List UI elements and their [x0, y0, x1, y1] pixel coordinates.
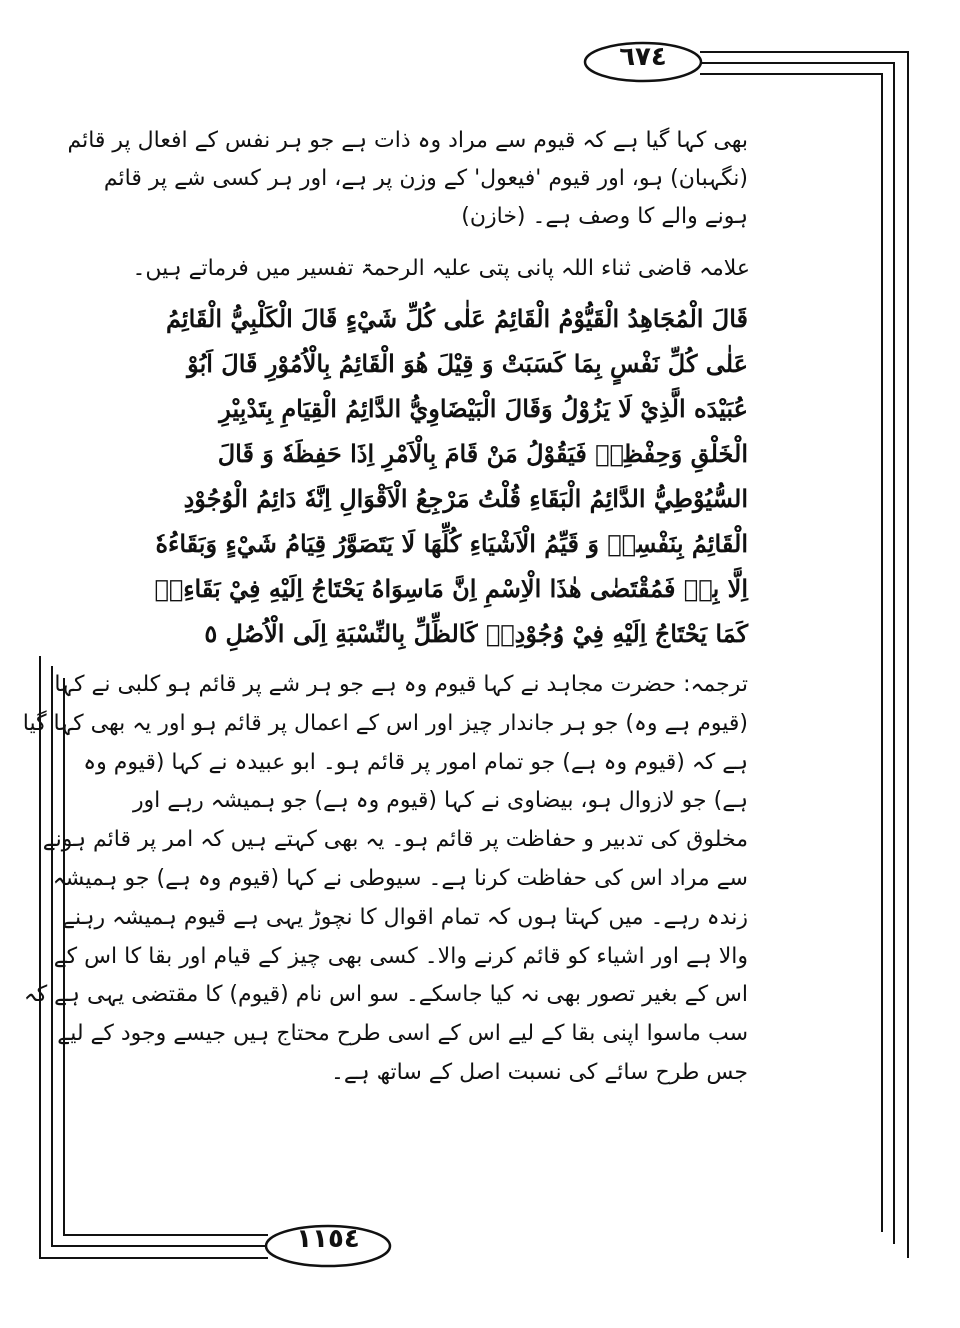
translation-line: سے مراد اس کی حفاظت کرنا ہے۔ سیوطی نے کہا (قیوم وہ ہے) جو ہمیشہ — [52, 865, 748, 891]
text-line: (نگہبان) ہو، اور قیوم 'فیعول' کے وزن پر ہے، اور ہر کسی شے پر قائم — [103, 166, 748, 191]
translation-line: (قیوم ہے وہ) جو ہر جاندار چیز اور اس کے اعمال پر قائم ہو اور یہ بھی کہا گیا — [22, 710, 748, 736]
translation-line: زندہ رہے۔ میں کہتا ہوں کہ تمام اقوال کا نچوڑ یہی ہے قیوم ہمیشہ رہنے — [62, 904, 748, 930]
translation-line: مخلوق کی تدبیر و حفاظت پر قائم ہو۔ یہ بھی کہتے ہیں کہ امر پر قائم ہونے — [42, 827, 748, 853]
translation-line: سب ماسوا اپنی بقا کے لیے اس کے اسی طرح محتاج ہیں جیسے وجود کے لیے — [57, 1021, 748, 1047]
text-line: بھی کہا گیا ہے کہ قیوم سے مراد وہ ذات ہے جو ہر نفس کے افعال پر قائم — [67, 128, 748, 153]
arabic-line: عَلٰى كُلِّ نَفْسٍ بِمَا كَسَبَتْ وَ قِيْلَ هُوَ الْقَائِمُ بِالْاُمُوْرِ قَالَ اَبُوْ — [187, 349, 748, 378]
arabic-line: الْخَلْقِ وَحِفْظِهٖ فَيَقُوْلُ مَنْ قَامَ بِالْاَمْرِ اِذَا حَفِظَهٗ وَ قَالَ — [217, 439, 748, 468]
arabic-line: السُّيُوْطِيُّ الدَّائِمُ الْبَقَاءِ قُلْتُ مَرْجِعُ الْاَقْوَالِ اِنَّهٗ دَائِمُ الْوُجُوْدِ — [183, 484, 748, 513]
translation-line: اس کے بغیر تصور بھی نہ کیا جاسکے۔ سو اس نام (قیوم) کا مقتضی یہی ہے کہ — [23, 982, 748, 1008]
arabic-line: اِلَّا بِهٖ فَمُقْتَضٰى هٰذَا الْاِسْمِ اِنَّ مَاسِوَاهُ يَحْتَاجُ اِلَيْهِ فِيْ بَقَاءِهٖ — [154, 574, 748, 603]
quotation-intro — [132, 250, 750, 288]
translation-line: ہے) جو لازوال ہو، بیضاوی نے کہا (قیوم وہ ہے) جو ہمیشہ رہے اور — [132, 788, 748, 814]
translation-line: ترجمہ: حضرت مجاہد نے کہا قیوم وہ ہے جو ہر شے پر قائم ہو کلبی نے کہا — [54, 672, 748, 697]
text-line: علامہ قاضی ثناء اللہ پانی پتی علیہ الرحمۃ تفسیر میں فرماتے ہیں۔ — [132, 256, 750, 281]
arabic-quotation — [154, 296, 748, 656]
page-number-bottom: ١١٥٤ — [296, 1224, 360, 1254]
page-number-top: ٦٧٤ — [619, 42, 667, 72]
translation-line: والا ہے اور اشیاء کو قائم کرنے والا۔ کسی بھی چیز کے قیام اور بقا کا اس کے — [53, 943, 748, 969]
translation-line: ہے کہ (قیوم وہ ہے) جو تمام امور پر قائم ہو۔ ابو عبیدہ نے کہا (قیوم وہ — [83, 749, 748, 775]
arabic-line: قَالَ الْمُجَاهِدُ الْقَيُّوْمُ الْقَائِمُ عَلٰى كُلِّ شَيْءٍ قَالَ الْكَلْبِيُّ الْقَائِمُ — [165, 304, 748, 333]
arabic-line: كَمَا يَحْتَاجُ اِلَيْهِ فِيْ وُجُوْدِهٖ كَالظِّلِّ بِالنِّسْبَةِ اِلَى الْاُصُلِ ٥ — [204, 619, 748, 648]
translation-paragraph — [22, 666, 748, 1093]
translation-line: جس طرح سائے کی نسبت اصل کے ساتھ ہے۔ — [330, 1059, 748, 1085]
commentary-paragraph — [67, 122, 748, 236]
arabic-line: عُبَيْدَه الَّذِيْ لَا يَزُوْلُ وَقَالَ الْبَيْضَاوِيُّ الدَّائِمُ الْقِيَامِ بِتَدْبِيْرِ — [219, 394, 748, 423]
arabic-line: الْقَائِمُ بِنَفْسِهٖ وَ قَيِّمُ الْاَشْيَاءِ كُلِّهَا لَا يَتَصَوَّرُ قِيَامُ شَيْءٍ وَبَقَاءُهٗ — [155, 529, 748, 558]
text-line: ہونے والے کا وصف ہے۔ (خازن) — [461, 204, 748, 229]
